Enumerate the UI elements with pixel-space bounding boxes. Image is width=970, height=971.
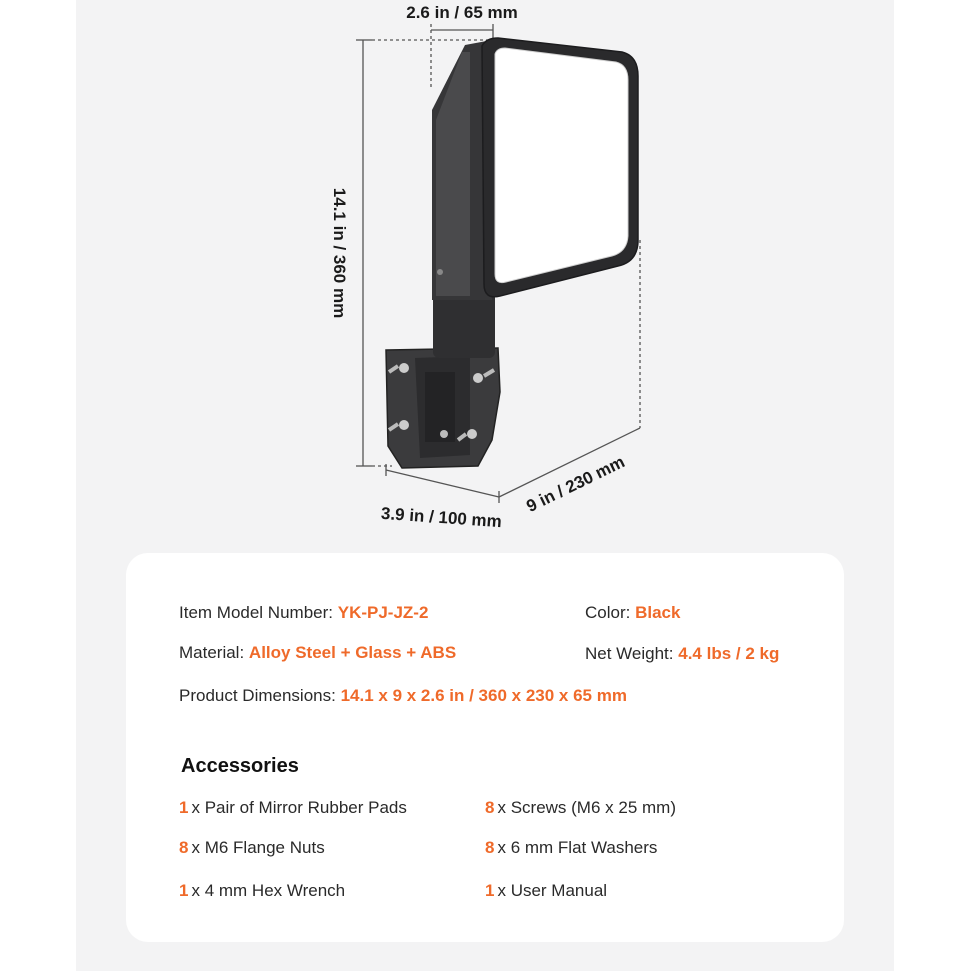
accessory-item — [485, 881, 607, 901]
spec-material-value: Alloy Steel + Glass + ABS — [248, 643, 457, 662]
accessory-text: x Screws (M6 x 25 mm) — [497, 798, 676, 817]
spec-color-value: Black — [635, 603, 681, 622]
base-width-line — [386, 470, 499, 497]
spec-model — [179, 603, 428, 623]
accessory-item — [179, 838, 325, 858]
spec-material — [179, 643, 456, 663]
height-label: 14.1 in / 360 mm — [330, 187, 349, 319]
spec-weight — [585, 644, 779, 664]
spec-color — [585, 603, 680, 623]
top-width-label: 2.6 in / 65 mm — [406, 3, 518, 22]
accessory-text: x User Manual — [497, 881, 608, 900]
accessory-text: x 4 mm Hex Wrench — [191, 881, 346, 900]
mirror-base-plate — [386, 348, 500, 468]
accessory-qty: 1 — [485, 881, 495, 900]
spec-weight-value: 4.4 lbs / 2 kg — [678, 644, 780, 663]
mirror-head — [482, 38, 638, 297]
accessory-qty: 8 — [485, 838, 495, 857]
accessories-heading: Accessories — [181, 755, 299, 777]
spec-color-label: Color: — [585, 603, 631, 622]
accessory-text: x M6 Flange Nuts — [191, 838, 325, 857]
accessory-item — [179, 798, 407, 818]
accessory-qty: 8 — [179, 838, 189, 857]
spec-model-label: Item Model Number: — [179, 603, 333, 622]
accessory-qty: 1 — [179, 798, 189, 817]
spec-dimensions-value: 14.1 x 9 x 2.6 in / 360 x 230 x 65 mm — [340, 686, 627, 705]
accessory-text: x Pair of Mirror Rubber Pads — [191, 798, 407, 817]
accessory-qty: 1 — [179, 881, 189, 900]
depth-label: 9 in / 230 mm — [523, 452, 628, 517]
spec-weight-label: Net Weight: — [585, 644, 674, 663]
spec-material-label: Material: — [179, 643, 245, 662]
spec-dimensions-label: Product Dimensions: — [179, 686, 336, 705]
spec-model-value: YK-PJ-JZ-2 — [337, 603, 429, 622]
accessory-item — [485, 798, 676, 818]
base-width-label: 3.9 in / 100 mm — [380, 503, 503, 532]
accessory-qty: 8 — [485, 798, 495, 817]
spec-dimensions — [179, 686, 627, 706]
accessory-item — [485, 838, 657, 858]
accessory-text: x 6 mm Flat Washers — [497, 838, 658, 857]
accessory-item — [179, 881, 345, 901]
